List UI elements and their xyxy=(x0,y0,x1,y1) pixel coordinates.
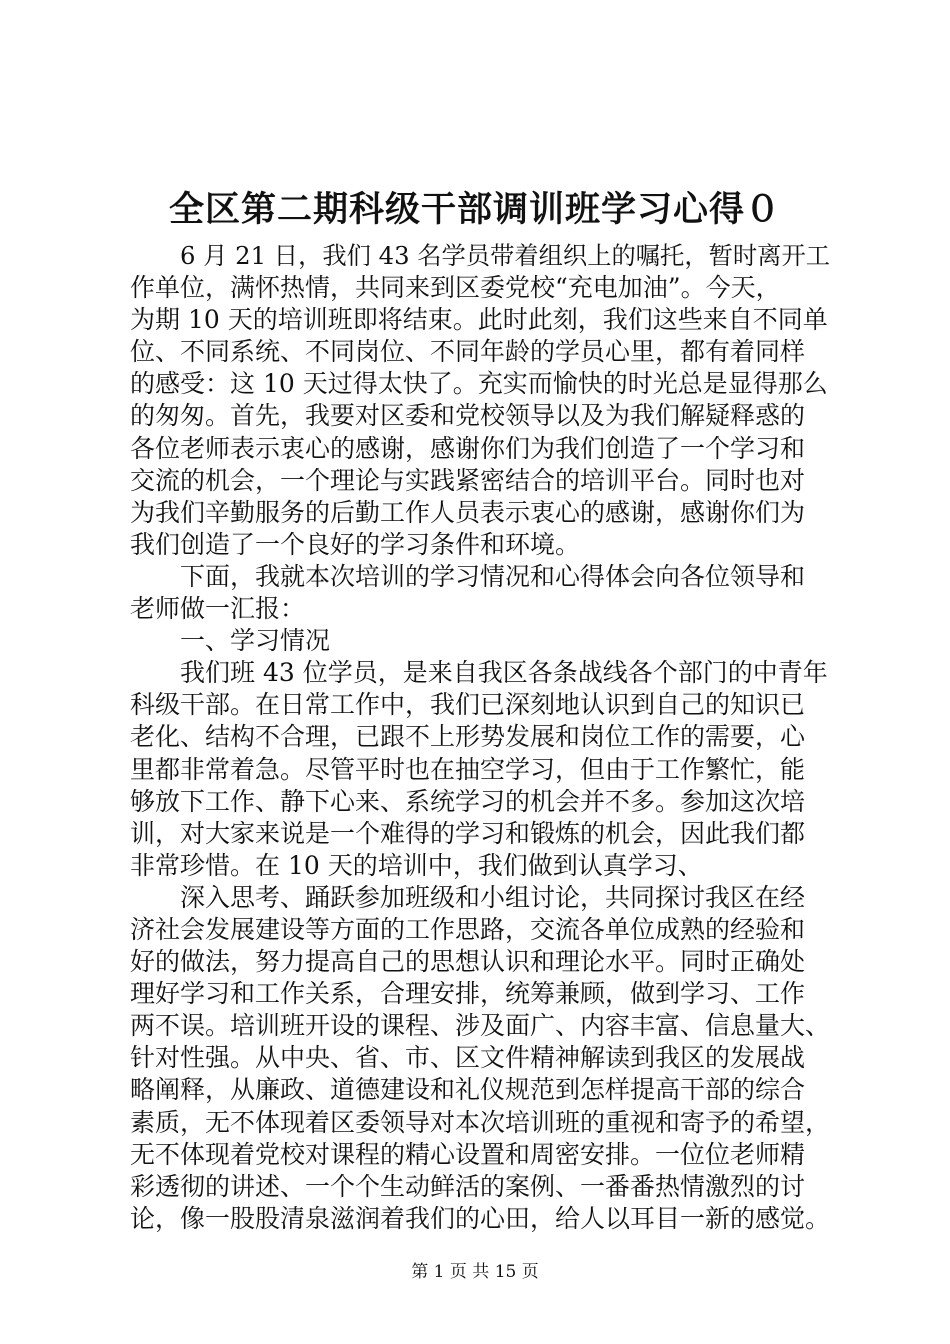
body-line: 老化、结构不合理，已跟不上形势发展和岗位工作的需要，心 xyxy=(130,722,806,752)
body-line: 济社会发展建设等方面的工作思路，交流各单位成熟的经验和 xyxy=(130,914,806,944)
body-line: 论，像一股股清泉滋润着我们的心田，给人以耳目一新的感觉。 xyxy=(130,1203,831,1233)
body-line: 够放下工作、静下心来、系统学习的机会并不多。参加这次培 xyxy=(130,786,806,816)
body-line: 为期 10 天的培训班即将结束。此时此刻，我们这些来自不同单 xyxy=(130,305,828,335)
body-line: 作单位，满怀热情，共同来到区委党校“充电加油”。今天， xyxy=(130,273,781,303)
body-line: 我们创造了一个良好的学习条件和环境。 xyxy=(130,529,581,559)
body-line: 里都非常着急。尽管平时也在抽空学习，但由于工作繁忙，能 xyxy=(130,754,806,784)
body-line: 深入思考、踊跃参加班级和小组讨论，共同探讨我区在经 xyxy=(180,882,806,912)
document-body xyxy=(130,240,830,1235)
page-footer: 第 1 页 共 15 页 xyxy=(411,1262,539,1282)
body-line: 彩透彻的讲述、一个个生动鲜活的案例、一番番热情激烈的讨 xyxy=(130,1171,806,1201)
document-title: 全区第二期科级干部调训班学习心得０ xyxy=(168,189,781,230)
body-line: 下面，我就本次培训的学习情况和心得体会向各位领导和 xyxy=(180,561,806,591)
body-line: 老师做一汇报： xyxy=(130,594,306,624)
body-line: 的感受：这 10 天过得太快了。充实而愉快的时光总是显得那么 xyxy=(130,369,828,399)
body-line: 的匆匆。首先，我要对区委和党校领导以及为我们解疑释惑的 xyxy=(130,401,806,431)
body-line: 位、不同系统、不同岗位、不同年龄的学员心里，都有着同样 xyxy=(130,337,806,367)
body-line: 科级干部。在日常工作中，我们已深刻地认识到自己的知识已 xyxy=(130,690,806,720)
body-line: 为我们辛勤服务的后勤工作人员表示衷心的感谢，感谢你们为 xyxy=(130,497,806,527)
body-line: 我们班 43 位学员，是来自我区各条战线各个部门的中青年 xyxy=(180,658,828,688)
body-line: 针对性强。从中央、省、市、区文件精神解读到我区的发展战 xyxy=(130,1043,806,1073)
body-line: 各位老师表示衷心的感谢，感谢你们为我们创造了一个学习和 xyxy=(130,433,806,463)
body-line: 交流的机会，一个理论与实践紧密结合的培训平台。同时也对 xyxy=(130,465,806,495)
body-line: 素质，无不体现着区委领导对本次培训班的重视和寄予的希望， xyxy=(130,1107,831,1137)
body-line: 无不体现着党校对课程的精心设置和周密安排。一位位老师精 xyxy=(130,1139,806,1169)
body-line: 6 月 21 日，我们 43 名学员带着组织上的嘱托，暂时离开工 xyxy=(180,241,831,270)
body-line: 训，对大家来说是一个难得的学习和锻炼的机会，因此我们都 xyxy=(130,818,806,848)
body-line: 一、学习情况 xyxy=(180,626,331,656)
body-line: 理好学习和工作关系，合理安排，统筹兼顾，做到学习、工作 xyxy=(130,979,806,1009)
body-line: 好的做法，努力提高自己的思想认识和理论水平。同时正确处 xyxy=(130,947,806,977)
body-line: 略阐释，从廉政、道德建设和礼仪规范到怎样提高干部的综合 xyxy=(130,1075,806,1105)
body-line: 非常珍惜。在 10 天的培训中，我们做到认真学习、 xyxy=(130,850,703,880)
body-line: 两不误。培训班开设的课程、涉及面广、内容丰富、信息量大、 xyxy=(130,1011,831,1041)
